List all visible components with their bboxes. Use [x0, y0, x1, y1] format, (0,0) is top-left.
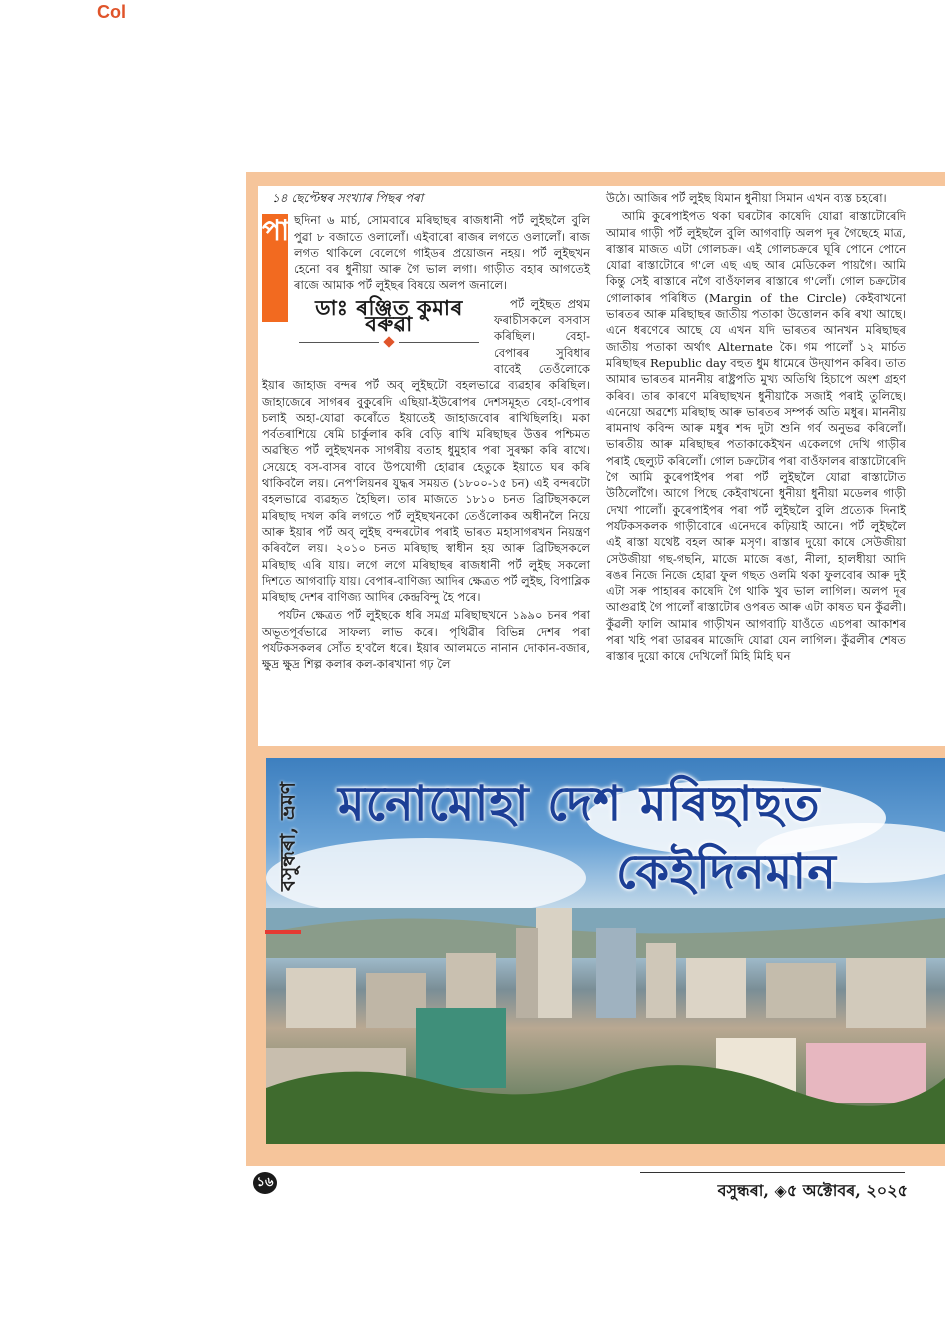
section-tag: [268, 768, 308, 918]
author-block: [294, 294, 484, 370]
article-title-line2: কেইদিনমান: [616, 844, 837, 900]
footer-divider: [640, 1172, 905, 1173]
article-title-line1: মনোমোহা দেশ মৰিছাছত: [338, 776, 821, 832]
paragraph: ছদিনা ৬ মার্চ, সোমবাৰে মৰিছাছৰ ৰাজধানী পৰ্ট লুইছলৈ বুলি পুৱা ৮ বজাতে ওলালোঁ। এইবাৰো ৰাজৰ লগতে ওলালোঁ। ৰাজ লগত থাকিলে বেলেগে গাইডৰ প্ৰয়োজন নহয়। পৰ্ট লুইছখন হেনো বৰ ধুনীয়া আৰু গৈ ভাল লগা। গাড়ীত বহাৰ আগতেই ৰাজে আমাক পৰ্ট লুইছৰ বিষয়ে অলপ জনালে।: [294, 213, 590, 293]
continued-note: ১৪ ছেপ্টেম্বৰ সংখ্যাৰ পিছৰ পৰা: [272, 191, 424, 205]
section-tag-text: বসুন্ধৰা, ভ্ৰমণ: [275, 781, 300, 892]
author-name: ডাঃ ৰঞ্জিত কুমাৰ বৰুৱা: [315, 294, 463, 337]
author-divider: [294, 338, 484, 346]
article-column-left: [262, 190, 590, 675]
diamond-icon: [383, 337, 394, 348]
page-number: ১৬: [253, 1172, 277, 1194]
drop-cap: পা: [262, 214, 288, 322]
publication-footer: বসুন্ধৰা, ◈৫ অক্টোবৰ, ২০২৫: [717, 1181, 908, 1200]
paragraph: আমি কুৰেপাইপত থকা ঘৰটোৰ কাষেদি যোৱা ৰাস্তাটোৰেদি আমাৰ গাড়ী পৰ্ট লুইছলৈ বুলি আগবাঢ়ি অলপ দূৰ গৈছেহে মাত্ৰ, ৰাস্তাৰ মাজত এটা গোলচক্ৰ। এই গোলচক্ৰৰে ঘূৰি পোনে পোনে যোৱা ৰাস্তাটোৰে গ'লে এছ এছ আৰ মেডিকেল পায়গৈ। আমি কিন্তু সেই ৰাস্তাৰে নগৈ বাওঁফালৰ ৰাস্তাৰে গ'লোঁ। গোল চক্ৰটোৰ গোলাকাৰ পৰিধিত (Margin of the Circle) কেইবাখনো ভাৰতৰ আৰু মৰিছাছৰ জাতীয় পতাকা উত্তোলন কৰি ৰখা আছে। এনে ধৰণেৰে আছে যে এখন যদি ভাৰতৰ আনখন মৰিছাছৰ জাতীয় পতাকা অৰ্থাৎ Alternate কৈ। গম পালোঁ ১২ মাৰ্চত মৰিছাছৰ Republic day বহুত ধুম ধামেৰে উদ্‌যাপন কৰিব। তাত আমাৰ ভাৰতৰ মাননীয় ৰাষ্ট্ৰপতি মুখ্য অতিথি হিচাপে অংশ গ্ৰহণ কৰিব। তাৰ কাৰণে মৰিছাছখন ধুনীয়াকৈ সজাই পৰাই তুলিছে। এনেয়ো অৱশ্যে মৰিছাছ আৰু ভাৰতৰ সম্পৰ্ক অতি মধুৰ। মাননীয় ৰামনাথ কবিন্দ আৰু মধুৰ শব্দ দুটা শুনি গৰ্ব অনুভৱ কৰিলোঁ। ভাৰতীয় আৰু মৰিছাছৰ পতাকাকেইখন একেলগে দেখি গাড়ীৰ পৰাই ছেল্যুট কৰিলোঁ। গোল চক্ৰটোৰ পৰা বাওঁফালৰ ৰাস্তাটোৰেদি গৈ আমি কুৰেপাইপৰ পৰা পৰ্ট লুইছলৈ যোৱা ৰাস্তাটোত উঠিলোঁগৈ। আগে পিছে কেইবাখনো ধুনীয়া ধুনীয়া মডেলৰ গাড়ী দেখা পালোঁ। কুৰেপাইপৰ পৰা পৰ্ট লুইছলৈ বুলি প্ৰত্যেক দিনাই পৰ্যটকসকলক গাড়ীবোৰে এনেদৰে কঢ়িয়াই আনে। পৰ্ট লুইছলৈ এই ৰাস্তা যথেষ্ট বহল আৰু মসৃণ। ৰাস্তাৰ দুয়ো কাষে সেউজীয়া সেউজীয়া গছ-গছনি, মাজে মাজে ৰঙা, নীলা, হালধীয়া আদি ৰঙৰ নিজে নিজে হোৱা ফুল গছত ওলমি থকা ফুলবোৰ আৰু দুই এটা সৰু পাহাৰৰ কাষেদি গৈ থাকি খুব ভাল লাগিল। অলপ দূৰ আগুৱাই গৈ পালোঁ ৰাস্তাটোৰ ওপৰত আৰু এটা কাষত ঘন কুঁৱলী। কুঁৱলী ফালি আমাৰ গাড়ীখন আগবাঢ়ি যাওঁতে এচপৰা আকাশৰ পৰা খহি পৰা ডাৱৰৰ মাজেদি যোৱা যেন লাগিল। কুঁৱলীৰ শেষত ৰাস্তাৰ দুয়ো কাষে দেখিলোঁ মিহি মিহি ঘন: [606, 209, 906, 664]
paragraph: উঠে। আজিৰ পৰ্ট লুইছ যিমান ধুনীয়া সিমান এখন ব্যস্ত চহৰো।: [606, 191, 887, 205]
accent-bar: [265, 930, 301, 934]
paragraph: পৰ্ট লুইছত প্ৰথম ফৰাচীসকলে বসবাস কৰিছিল। বেহা-বেপাৰৰ সুবিধাৰ বাবেই তেওঁলোকে ইয়াৰ জাহাজ বন্দৰ পৰ্ট অব্ লুইছটো বহলভাৱে ব্যৱহাৰ কৰিছিল। জাহাজেৰে সাগৰৰ বুকুৰেদি এছিয়া-ইউৰোপৰ দেশসমূহত বেহা-বেপাৰ চলাই অহা-যোৱা কৰোঁতে ইয়াতেই জাহাজবোৰ ৰাখিছিলহি। মকা পৰ্বতৰাশিয়ে ষেমি চাৰ্কুলাৰ কৰি বেড়ি ৰাখি মৰিছাছৰ উত্তৰ পশ্চিমত অৱস্থিত পৰ্ট লুইছখনক সাগৰীয় বতাহ ধুমুহাৰ পৰা সুৰক্ষা কৰি ৰাখে। সেয়েহে বস-বাসৰ বাবে উপযোগী হোৱাৰ হেতুকে ইয়াতে ঘৰ কৰি থাকিবলৈ লয়। নেপ'লিয়নৰ যুদ্ধৰ সময়ত (১৮০০-১৫ চন) এই বন্দৰটো বহলভাৱে ব্যৱহৃত হৈছিল। তাৰ মাজতে ১৮১০ চনত ব্ৰিটিছসকলে মৰিছাছ দখল কৰি লগতে পৰ্ট লুইছখনকো তেওঁলোকৰ অধীনলৈ নিয়ে আৰু ইয়াৰ পৰ্ট অব্ লুইছ বন্দৰটোৰ পৰাই ভাৰত মহাসাগৰখন নিয়ন্ত্ৰণ কৰিবলৈ লয়। ২০১০ চনত মৰিছাছ স্বাধীন হয় আৰু ব্ৰিটিছসকলে মৰিছাছ এৰি যায়। লগে লগে মৰিছাছৰ ৰাজধানী পৰ্ট লুইছ সকলো দিশতে আগবাঢ়ি যায়। বেপাৰ-বাণিজ্য আদিৰ ক্ষেত্ৰত পৰ্ট লুইছ, বিপাব্লিক মৰিছাছ দেশৰ বাণিজ্য আদিৰ কেন্দ্ৰবিন্দু হৈ পৰে।: [262, 296, 590, 605]
paragraph: পৰ্যটন ক্ষেত্ৰত পৰ্ট লুইছকে ধৰি সমগ্ৰ মৰিছাছখনে ১৯৯০ চনৰ পৰা অভূতপূৰ্বভাৱে সাফল্য লাভ কৰে। পৃথিৱীৰ বিভিন্ন দেশৰ পৰা পৰ্যটকসকলৰ সোঁত হ'বলৈ ধৰে। ইয়াৰ আলমতে নানান দোকান-বজাৰ, ক্ষুদ্ৰ ক্ষুদ্ৰ শিল্প কলাৰ কল-কাৰখানা গঢ় লৈ: [262, 608, 590, 672]
article-column-right: [606, 190, 906, 667]
corner-label: Col: [97, 2, 126, 22]
